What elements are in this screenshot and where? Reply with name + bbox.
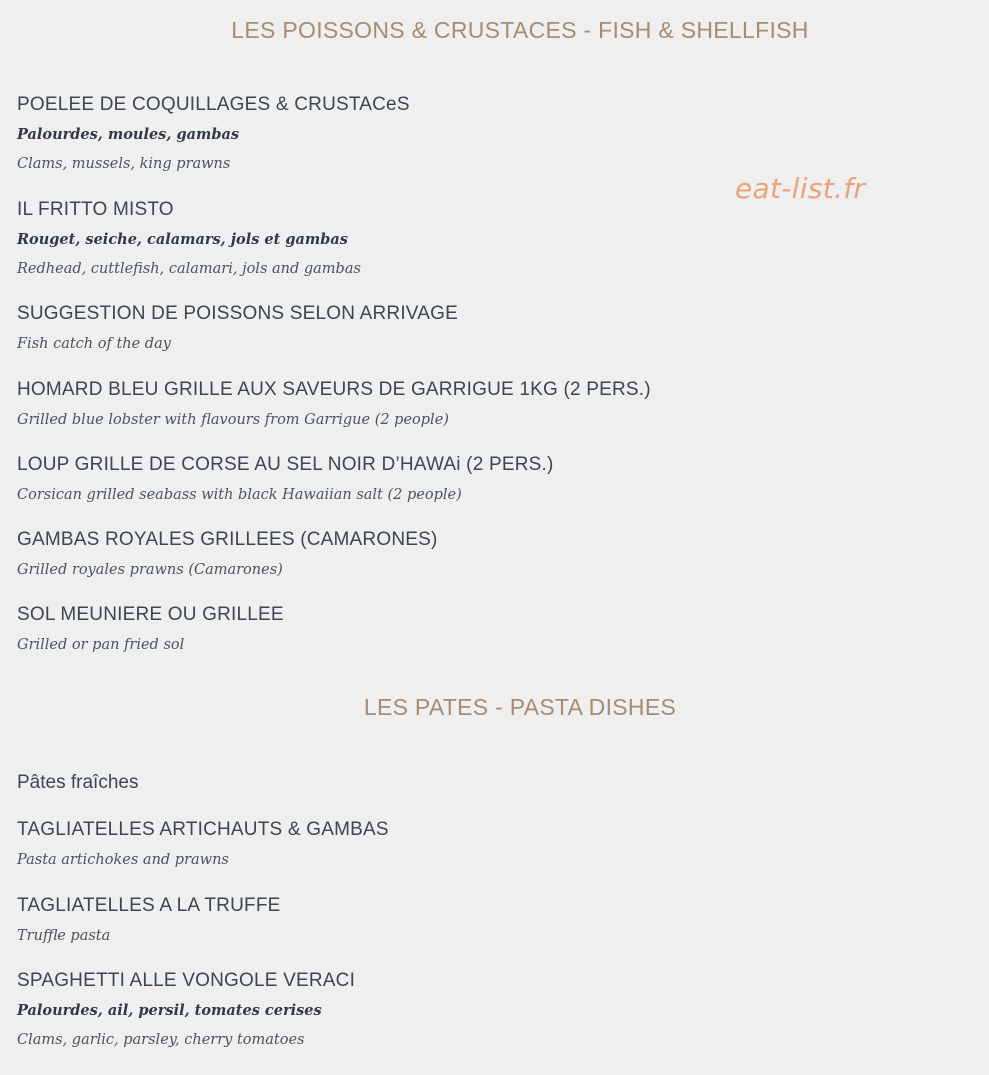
menu-item-name: IL FRITTO MISTO xyxy=(17,199,174,220)
menu-item-english-description: Redhead, cuttlefish, calamari, jols and gambas xyxy=(17,261,361,277)
menu-item-english-description: Truffle pasta xyxy=(17,928,111,944)
menu-item-english-description: Clams, garlic, parsley, cherry tomatoes xyxy=(17,1032,305,1048)
menu-item-english-description: Fish catch of the day xyxy=(17,336,171,352)
menu-item-spaghetti-vongole xyxy=(17,970,355,1049)
menu-item-poelee xyxy=(17,94,410,173)
menu-item-gambas xyxy=(17,529,438,579)
menu-item-english-description: Grilled blue lobster with flavours from Garrigue (2 people) xyxy=(17,412,449,428)
menu-item-name: TAGLIATELLES ARTICHAUTS & GAMBAS xyxy=(17,819,389,840)
menu-item-english-description: Pasta artichokes and prawns xyxy=(17,852,229,868)
pasta-section-title: LES PATES - PASTA DISHES xyxy=(363,694,677,720)
menu-item-suggestion xyxy=(17,303,458,353)
fish-section-title: LES POISSONS & CRUSTACES - FISH & SHELLFISH xyxy=(231,17,809,43)
menu-item-name: TAGLIATELLES A LA TRUFFE xyxy=(17,895,281,916)
menu-item-name: HOMARD BLEU GRILLE AUX SAVEURS DE GARRIGUE 1KG (2 PERS.) xyxy=(17,379,651,400)
menu-item-name: GAMBAS ROYALES GRILLEES (CAMARONES) xyxy=(17,529,438,550)
menu-item-english-description: Corsican grilled seabass with black Hawaiian salt (2 people) xyxy=(17,487,462,503)
menu-item-name: LOUP GRILLE DE CORSE AU SEL NOIR D’HAWAi (2 PERS.) xyxy=(17,454,554,475)
menu-item-loup xyxy=(17,454,554,504)
menu-item-sol xyxy=(17,604,284,654)
pasta-subheading: Pâtes fraîches xyxy=(17,772,139,793)
menu-item-french-description: Rouget, seiche, calamars, jols et gambas xyxy=(17,231,348,248)
menu-item-fritto-misto xyxy=(17,199,361,278)
menu-item-homard xyxy=(17,379,651,429)
watermark-text: eat-list.fr xyxy=(735,172,866,205)
menu-item-tagliatelles-truffe xyxy=(17,895,281,945)
menu-item-name: POELEE DE COQUILLAGES & CRUSTACeS xyxy=(17,94,410,115)
menu-item-english-description: Clams, mussels, king prawns xyxy=(17,156,231,172)
menu-item-name: SOL MEUNIERE OU GRILLEE xyxy=(17,604,284,625)
menu-item-tagliatelles-artichauts xyxy=(17,819,389,869)
menu-item-french-description: Palourdes, moules, gambas xyxy=(17,126,240,143)
menu-item-french-description: Palourdes, ail, persil, tomates cerises xyxy=(17,1002,322,1019)
menu-item-name: SPAGHETTI ALLE VONGOLE VERACI xyxy=(17,970,356,991)
menu-item-name: SUGGESTION DE POISSONS SELON ARRIVAGE xyxy=(17,303,458,324)
menu-item-english-description: Grilled royales prawns (Camarones) xyxy=(17,562,283,578)
menu-item-english-description: Grilled or pan fried sol xyxy=(17,637,185,653)
